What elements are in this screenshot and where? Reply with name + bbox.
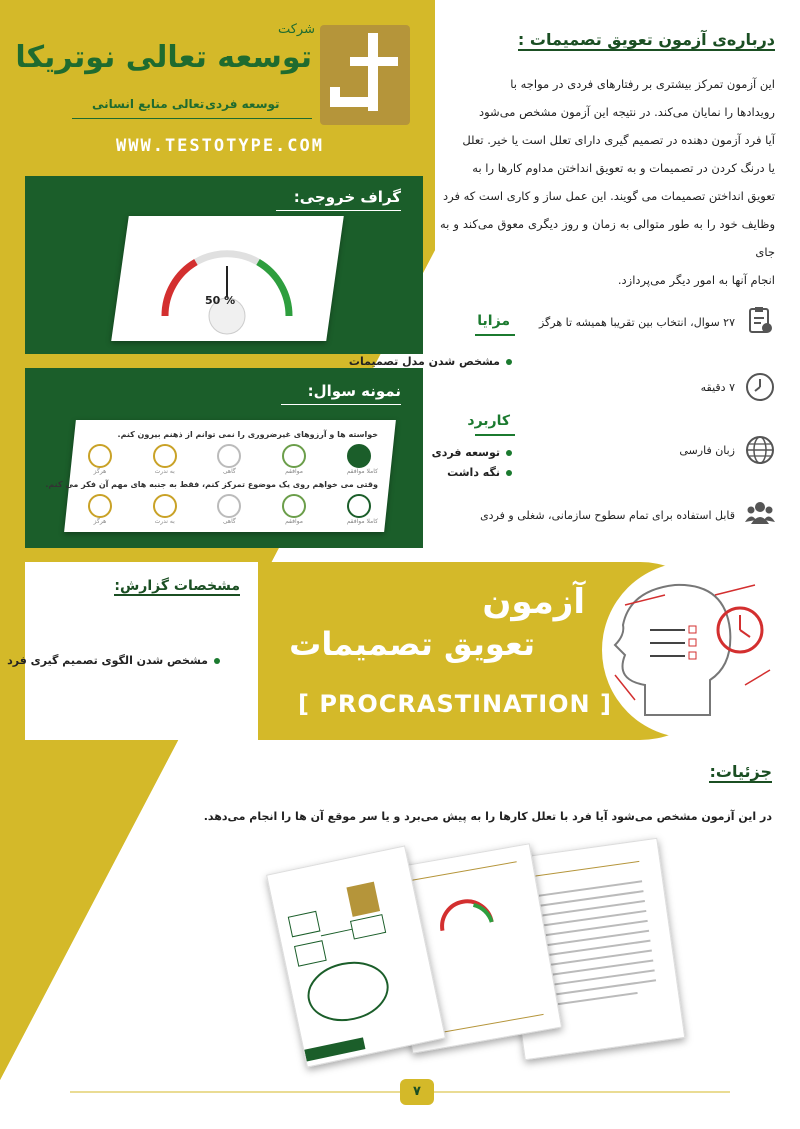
q2-option-1[interactable]: کاملا موافقم (347, 494, 378, 525)
question-2-text: وقتی می خواهم روی یک موضوع تمرکز کنم، فقط به جنبه های مهم آن فکر می کنم. (45, 480, 378, 489)
gauge-value: 50 % (205, 294, 236, 307)
gauge-card (111, 216, 344, 341)
report-panel-title: مشخصات گزارش: (114, 578, 240, 594)
q1-option-4[interactable]: به ندرت (153, 444, 177, 475)
advantages-title: مزایا (477, 313, 510, 329)
q2-option-2[interactable]: موافقم (282, 494, 306, 525)
graph-panel-title: گراف خروجی: (293, 188, 401, 206)
procrastination-illustration (605, 575, 775, 725)
graph-panel (25, 176, 423, 354)
advantage-item-1: مشخص شدن مدل تصمیمات (349, 355, 512, 368)
graph-title-underline (276, 210, 401, 211)
q2-option-3[interactable]: گاهی (217, 494, 241, 525)
q2-option-5[interactable]: هرگز (88, 494, 112, 525)
users-icon (745, 498, 775, 528)
tagline-personal: توسعه فردی (205, 97, 280, 111)
feature-scope: قابل استفاده برای تمام سطوح سازمانی، شغلی و فردی (480, 509, 735, 522)
usage-underline (475, 434, 515, 436)
q1-option-3[interactable]: گاهی (217, 444, 241, 475)
usage-item-1: توسعه فردی (432, 446, 512, 459)
question-1-text: خواسته ها و آرزوهای غیرضروری را نمی توانم از ذهنم بیرون کنم. (117, 430, 378, 439)
website-link[interactable]: WWW.TESTOTYPE.COM (116, 136, 324, 156)
gauge-chart (120, 216, 335, 341)
page-number: ۷ (400, 1079, 434, 1105)
sample-panel-title: نمونه سوال: (307, 382, 401, 400)
q2-option-4[interactable]: به ندرت (153, 494, 177, 525)
company-label: شرکت (277, 22, 315, 37)
report-item-1: مشخص شدن الگوی تصمیم گیری فرد (7, 654, 220, 667)
header-divider (72, 118, 312, 119)
feature-questions: ۲۷ سوال، انتخاب بین تقریبا همیشه تا هرگز (538, 316, 735, 329)
clipboard-icon (745, 305, 775, 335)
sample-card (45, 420, 396, 532)
globe-icon (745, 435, 775, 465)
banner-title-line1: آزمون (482, 582, 585, 622)
sample-title-underline (281, 404, 401, 405)
question-2-options (88, 494, 378, 525)
report-panel (7, 562, 258, 740)
feature-duration: ۷ دقیقه (700, 381, 735, 394)
details-text: در این آزمون مشخص می‌شود آیا فرد با تعلل کارها را به پیش می‌برد و یا سر موقع آن ها را انجام می‌دهد. (203, 810, 772, 823)
sample-panel (25, 368, 423, 548)
banner-english-title: [ PROCRASTINATION ] (298, 690, 612, 718)
company-name: توسعه تعالی نوتریکا (15, 40, 312, 75)
q1-option-1[interactable]: کاملا موافقم (347, 444, 378, 475)
banner-title-line2: تعویق تصمیمات (289, 625, 535, 663)
about-title: درباره‌ی آزمون تعویق تصمیمات : (517, 30, 775, 49)
details-title: جزئیات: (709, 762, 772, 781)
q1-option-5[interactable]: هرگز (88, 444, 112, 475)
tagline-hr: تعالی منابع انسانی (92, 97, 205, 111)
about-text: این آزمون تمرکز بیشتری بر رفتارهای فردی در مواجه با رویدادها را نمایان می‌کند. در نتیجه این آزمون مشخص می‌شود آیا فرد آزمون دهنده در تصمیم گیری دارای تعلل است یا خیر. تعلل یا درنگ کردن در تصمیمات و به تعویق انداختن مداوم کارها را به تعویق انداختن تصمیمات می گویند. این عمل ساز و کاری است که فرد وظایف خود را به طور متوالی به زمان و روز دیگری معوق می‌کند و به جای انجام آنها به امور دیگر می‌پردازد. (440, 77, 775, 287)
advantages-underline (475, 334, 515, 336)
usage-item-2: نگه داشت (447, 466, 512, 479)
clock-icon (745, 372, 775, 402)
q1-option-2[interactable]: موافقم (282, 444, 306, 475)
question-1-options (88, 444, 378, 475)
feature-language: زبان فارسی (679, 444, 735, 457)
usage-title: کاربرد (467, 413, 510, 429)
company-logo (320, 25, 410, 125)
